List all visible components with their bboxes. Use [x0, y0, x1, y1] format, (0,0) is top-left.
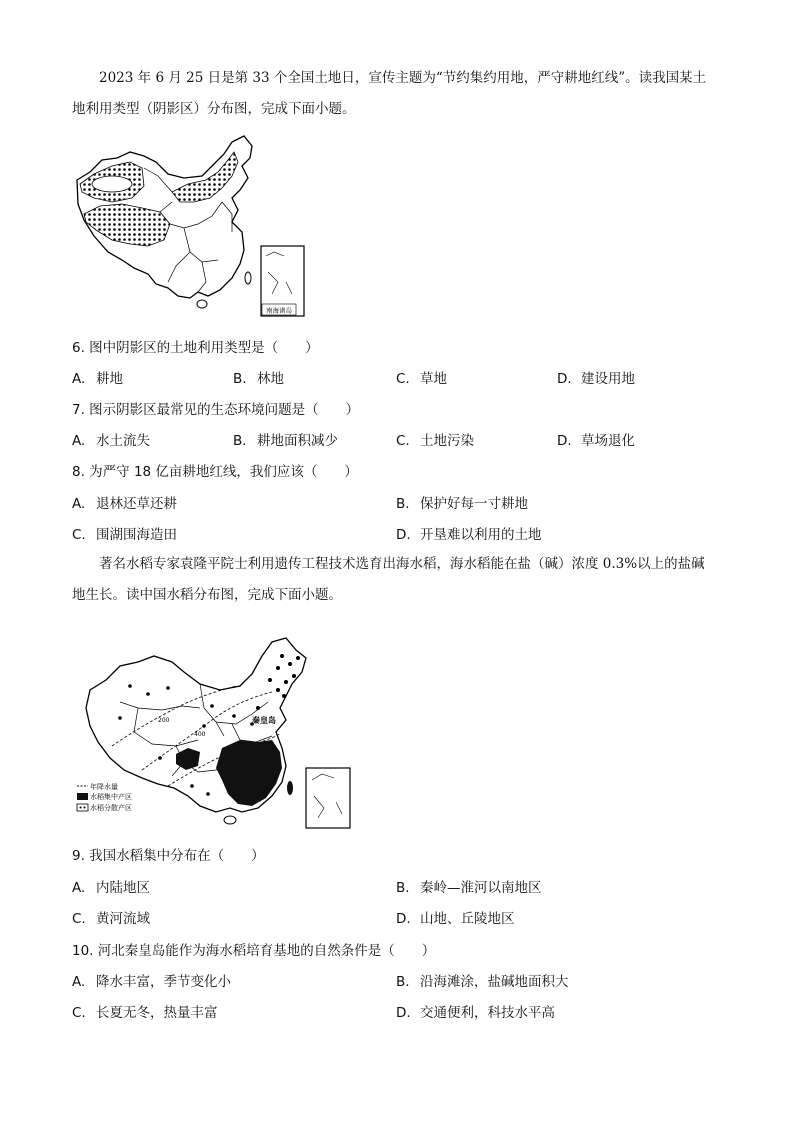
south-china-sea-inset-2 [306, 768, 350, 828]
question-9-option-a[interactable]: A. 内陆地区 [72, 880, 150, 896]
question-7-stem: 7. 图示阴影区最常见的生态环境问题是（ ） [72, 402, 360, 418]
question-6-option-b[interactable]: B. 林地 [233, 371, 284, 387]
question-7-option-d[interactable]: D. 草场退化 [557, 433, 635, 449]
question-9-option-c[interactable]: C. 黄河流域 [72, 911, 150, 927]
question-8-stem: 8. 为严守 18 亿亩耕地红线，我们应该（ ） [72, 464, 358, 480]
question-9-stem: 9. 我国水稻集中分布在（ ） [72, 848, 265, 864]
question-7-option-a[interactable]: A. 水土流失 [72, 433, 150, 449]
passage-2-line-2: 地生长。读中国水稻分布图，完成下面小题。 [72, 587, 342, 603]
passage-1-line-2: 地利用类型（阴影区）分布图，完成下面小题。 [72, 101, 356, 117]
question-10-option-d[interactable]: D. 交通便利，科技水平高 [396, 1005, 555, 1021]
map-legend [77, 782, 132, 812]
rice-distribution-map [72, 636, 354, 832]
contour-label-400: 400 [194, 731, 206, 738]
question-9-option-b[interactable]: B. 秦岭—淮河以南地区 [396, 880, 542, 896]
inset-label: 南海诸岛 [266, 306, 292, 315]
land-use-map [72, 132, 322, 320]
legend-concentrated-symbol [77, 793, 88, 800]
legend-precipitation: 年降水量 [90, 783, 118, 791]
legend-dispersed-symbol [77, 804, 88, 811]
taiwan-island-2 [287, 781, 293, 795]
passage-2 [72, 549, 722, 611]
question-10-option-c[interactable]: C. 长夏无冬，热量丰富 [72, 1005, 218, 1021]
question-10-option-a[interactable]: A. 降水丰富，季节变化小 [72, 974, 231, 990]
question-6-option-c[interactable]: C. 草地 [396, 371, 447, 387]
question-6-option-d[interactable]: D. 建设用地 [557, 371, 635, 387]
question-8-option-c[interactable]: C. 围湖围海造田 [72, 527, 177, 543]
hainan-island [197, 300, 207, 308]
legend-dispersed: 水稻分散产区 [90, 804, 132, 812]
taiwan-island [245, 272, 251, 284]
question-10-option-b[interactable]: B. 沿海滩涂，盐碱地面积大 [396, 974, 569, 990]
south-china-sea-inset [261, 246, 304, 316]
hainan-island-2 [224, 816, 236, 824]
legend-concentrated: 水稻集中产区 [90, 793, 132, 801]
question-8-option-b[interactable]: B. 保护好每一寸耕地 [396, 496, 528, 512]
question-10-stem: 10. 河北秦皇岛能作为海水稻培育基地的自然条件是（ ） [72, 943, 436, 959]
question-6-stem: 6. 图中阴影区的土地利用类型是（ ） [72, 340, 319, 356]
qinhuangdao-label: 秦皇岛 [252, 716, 276, 725]
contour-label-200: 200 [158, 717, 170, 724]
question-7-option-b[interactable]: B. 耕地面积减少 [233, 433, 338, 449]
tarim-basin [92, 176, 132, 192]
question-6-option-a[interactable]: A. 耕地 [72, 371, 123, 387]
passage-1 [72, 63, 722, 125]
question-8-option-d[interactable]: D. 开垦难以利用的土地 [396, 527, 542, 543]
question-8-option-a[interactable]: A. 退林还草还耕 [72, 496, 177, 512]
question-9-option-d[interactable]: D. 山地、丘陵地区 [396, 911, 515, 927]
question-7-option-c[interactable]: C. 土地污染 [396, 433, 474, 449]
qinhuangdao-marker [256, 706, 260, 710]
passage-1-line-1: 2023 年 6 月 25 日是第 33 个全国土地日，宣传主题为“节约集约用地，严守耕地红线”。读我国某土 [99, 70, 707, 86]
passage-2-line-1: 著名水稻专家袁隆平院士利用遗传工程技术选育出海水稻，海水稻能在盐（碱）浓度 0.3%以上的盐碱 [99, 556, 705, 572]
